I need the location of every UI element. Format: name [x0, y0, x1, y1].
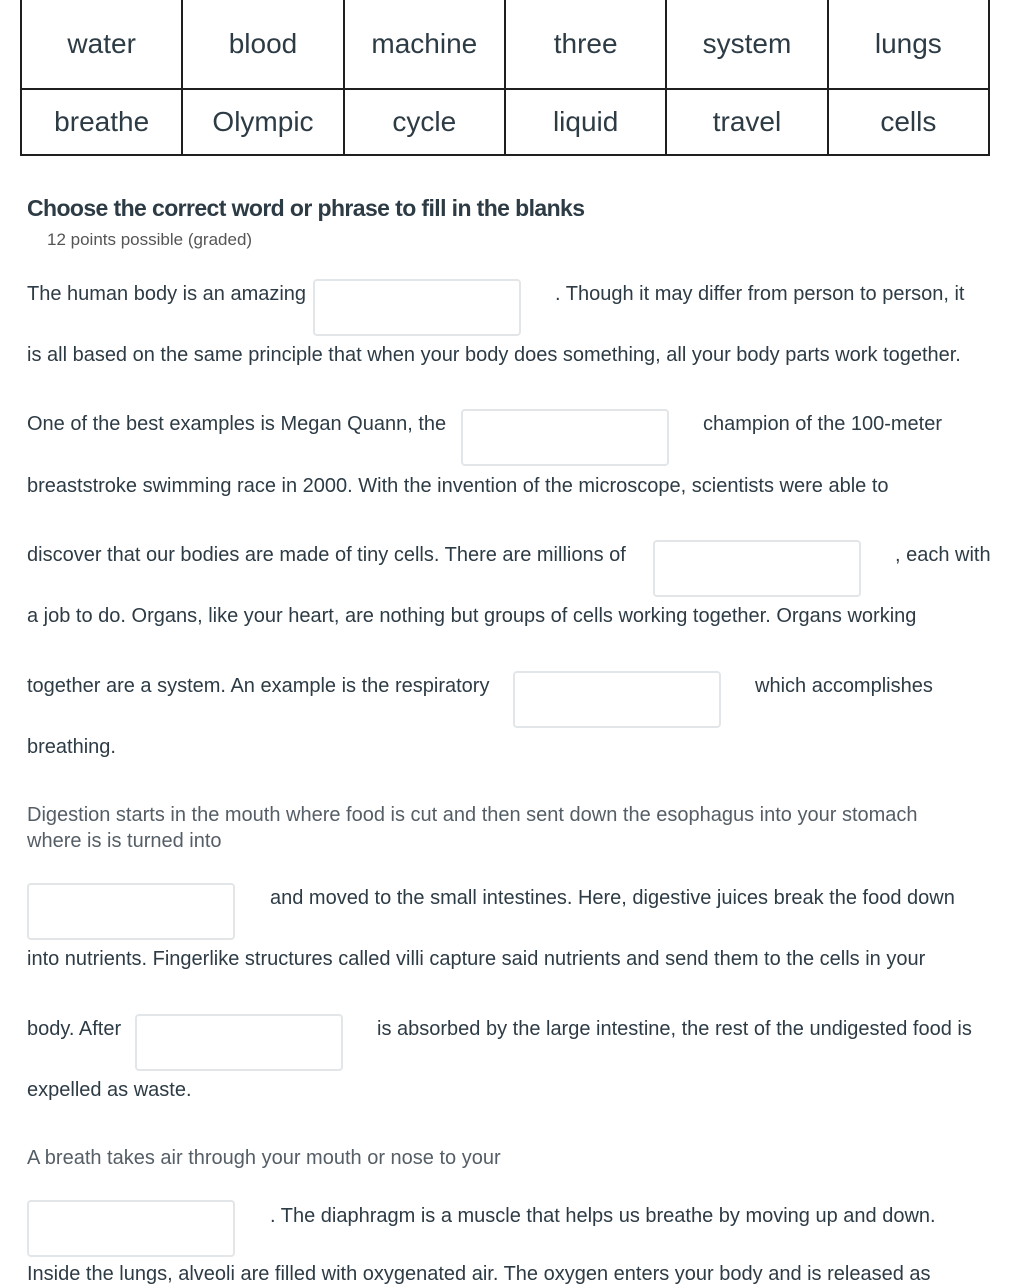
passage-text: The human body is an amazing: [27, 283, 307, 305]
blank-input-2[interactable]: [461, 409, 669, 466]
word-bank-cell: travel: [666, 89, 827, 155]
passage-text: Inside the lungs, alveoli are filled with oxygenated air. The oxygen enters your body and is released as: [27, 1263, 931, 1285]
blank-input-6[interactable]: [135, 1014, 343, 1071]
passage-text: which accomplishes: [755, 675, 933, 697]
blank-input-4[interactable]: [513, 671, 721, 728]
blank-input-5[interactable]: [27, 883, 235, 940]
question-title: Choose the correct word or phrase to fill in the blanks: [27, 195, 585, 221]
word-bank-cell: system: [666, 0, 827, 89]
passage-text: A breath takes air through your mouth or nose to your: [27, 1147, 501, 1169]
passage-text: One of the best examples is Megan Quann, the: [27, 413, 447, 435]
word-bank-cell: breathe: [21, 89, 182, 155]
word-bank-cell: cells: [828, 89, 989, 155]
passage-text: . The diaphragm is a muscle that helps us breathe by moving up and down.: [270, 1205, 936, 1227]
word-bank-cell: blood: [182, 0, 343, 89]
passage-text: body. After: [27, 1018, 122, 1040]
passage-text: is all based on the same principle that when your body does something, all your body parts work together.: [27, 344, 961, 366]
passage-text: breathing.: [27, 736, 116, 758]
passage-text: expelled as waste.: [27, 1079, 192, 1101]
word-bank-cell: machine: [344, 0, 505, 89]
passage-text: breaststroke swimming race in 2000. With the invention of the microscope, scientists were able to: [27, 475, 889, 497]
word-bank-row: [21, 0, 989, 89]
blank-input-7[interactable]: [27, 1200, 235, 1257]
word-bank-cell: lungs: [828, 0, 989, 89]
word-bank-cell: water: [21, 0, 182, 89]
word-bank-cell: three: [505, 0, 666, 89]
passage-text: a job to do. Organs, like your heart, are nothing but groups of cells working together. Organs working: [27, 605, 917, 627]
word-bank-cell: cycle: [344, 89, 505, 155]
passage-text: is absorbed by the large intestine, the rest of the undigested food is: [377, 1018, 972, 1040]
word-bank-table: [20, 0, 990, 156]
word-bank-cell: liquid: [505, 89, 666, 155]
word-bank-row: [21, 89, 989, 155]
passage-text: where is is turned into: [27, 830, 222, 852]
blank-input-1[interactable]: [313, 279, 521, 336]
passage-text: . Though it may differ from person to person, it: [555, 283, 965, 305]
points-possible: 12 points possible (graded): [47, 230, 253, 249]
passage-text: Digestion starts in the mouth where food is cut and then sent down the esophagus into your stomach: [27, 804, 918, 826]
word-bank-cell: Olympic: [182, 89, 343, 155]
passage-text: into nutrients. Fingerlike structures called villi capture said nutrients and send them to the cells in your: [27, 948, 926, 970]
passage-text: together are a system. An example is the respiratory: [27, 675, 490, 697]
question-header: [27, 195, 585, 249]
passage-text: , each with: [895, 544, 991, 566]
passage-text: discover that our bodies are made of tiny cells. There are millions of: [27, 544, 626, 566]
passage-text: champion of the 100-meter: [703, 413, 943, 435]
blank-input-3[interactable]: [653, 540, 861, 597]
passage-text: and moved to the small intestines. Here, digestive juices break the food down: [270, 887, 955, 909]
